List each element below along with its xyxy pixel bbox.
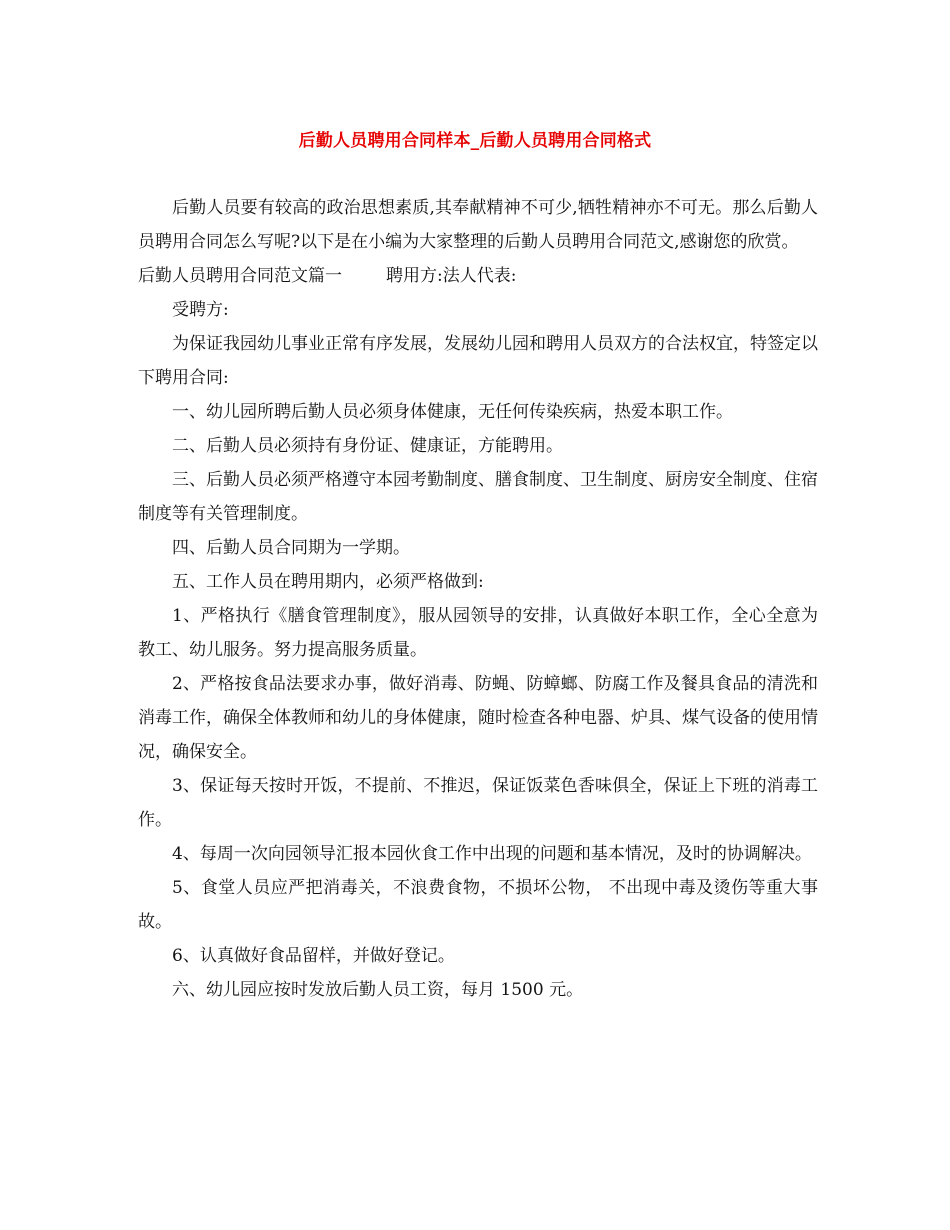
clause-2: 二、后勤人员必须持有身份证、健康证，方能聘用。: [172, 436, 563, 456]
item-5: 5、食堂人员应严把消毒关，不浪费食物，不损坏公物， 不出现中毒及烫伤等重大事故。: [138, 878, 818, 932]
clause-5: 五、工作人员在聘用期内，必须严格做到:: [172, 572, 484, 592]
document-title: 后勤人员聘用合同样本_后勤人员聘用合同格式: [298, 131, 652, 151]
item-6: 6、认真做好食品留样，并做好登记。: [172, 946, 455, 966]
clause-3: 三、后勤人员必须严格遵守本园考勤制度、膳食制度、卫生制度、厨房安全制度、住宿制度等有关管理制度。: [138, 470, 818, 524]
section-heading-line: [138, 259, 818, 293]
employee-line: 受聘方:: [172, 300, 229, 320]
preamble-paragraph: 为保证我园幼儿事业正常有序发展，发展幼儿园和聘用人员双方的合法权宜，特签定以下聘用合同:: [138, 334, 818, 388]
item-2: 2、严格按食品法要求办事，做好消毒、防蝇、防蟑螂、防腐工作及餐具食品的清洗和消毒工作，确保全体教师和幼儿的身体健康，随时检查各种电器、炉具、煤气设备的使用情况，确保安全。: [138, 674, 818, 762]
item-4: 4、每周一次向园领导汇报本园伙食工作中出现的问题和基本情况，及时的协调解决。: [172, 844, 812, 864]
intro-paragraph: 后勤人员要有较高的政治思想素质,其奉献精神不可少,牺牲精神亦不可无。那么后勤人员聘用合同怎么写呢?以下是在小编为大家整理的后勤人员聘用合同范文,感谢您的欣赏。: [138, 198, 818, 252]
document-body: [138, 191, 818, 1007]
section-heading: 后勤人员聘用合同范文篇一: [138, 266, 342, 286]
item-1: 1、严格执行《膳食管理制度》，服从园领导的安排，认真做好本职工作，全心全意为教工、幼儿服务。努力提高服务质量。: [138, 606, 818, 660]
employer-line: 聘用方:法人代表:: [386, 266, 517, 286]
clause-6: 六、幼儿园应按时发放后勤人员工资，每月 1500 元。: [172, 980, 584, 1000]
item-3: 3、保证每天按时开饭，不提前、不推迟，保证饭菜色香味俱全，保证上下班的消毒工作。: [138, 776, 818, 830]
clause-4: 四、后勤人员合同期为一学期。: [172, 538, 410, 558]
clause-1: 一、幼儿园所聘后勤人员必须身体健康，无任何传染疾病，热爱本职工作。: [172, 402, 733, 422]
